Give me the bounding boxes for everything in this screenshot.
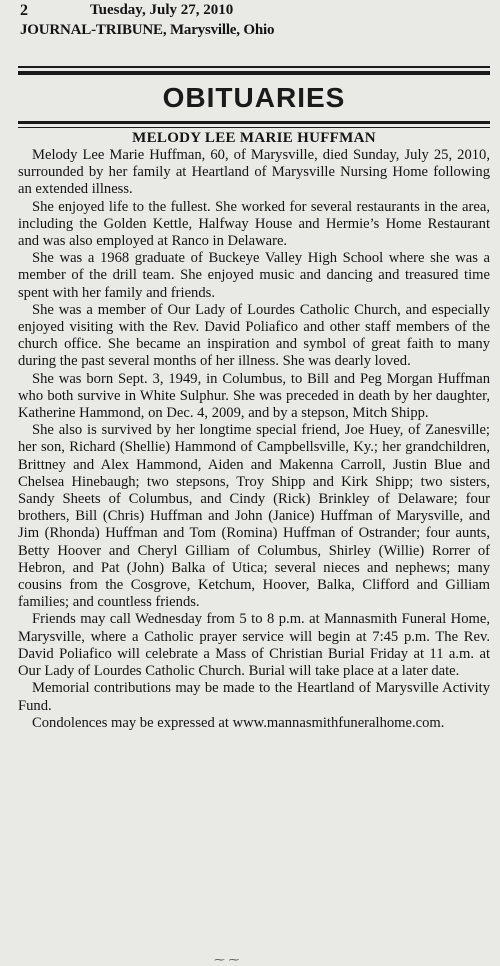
paragraph-birth: She was born Sept. 3, 1949, in Columbus, to Bill and Peg Morgan Huffman who both survive in White Sulphur. She was preceded in death by her daughter, Katherine Hammond, on Dec. 4, 2009, and by a stepson, Mitch Shipp. [18, 370, 490, 422]
paragraph-condolences: Condolences may be expressed at www.mannasmithfuneralhome.com. [32, 714, 445, 731]
section-header [18, 66, 490, 132]
paragraph-memorial: Memorial contributions may be made to the Heartland of Marysville Activity Fund. [18, 680, 490, 714]
bottom-rule [18, 121, 490, 124]
paragraph-work: She enjoyed life to the fullest. She worked for several restaurants in the area, including the Golden Kettle, Halfway House and Hermie’s Home Restaurant and was also employed at Ranco in Delaware. [18, 198, 490, 250]
section-title: OBITUARIES [162, 82, 346, 113]
paragraph-death-notice: Melody Lee Marie Huffman, 60, of Marysville, died Sunday, July 25, 2010, surrounded by her family at Heartland of Marysville Nursing Home following an extended illness. [18, 147, 490, 198]
bottom-rule-thin [18, 127, 490, 128]
top-rule [18, 66, 490, 68]
issue-date: Tuesday, July 27, 2010 [90, 2, 234, 18]
obituary-name: MELODY LEE MARIE HUFFMAN [132, 130, 376, 146]
paragraph-church: She was a member of Our Lady of Lourdes Catholic Church, and especially enjoyed visiting with the Rev. David Poliafico and other staff members of the church office. She became an inspiration and symbol of great faith to many during the past several months of her illness. She was dearly loved. [18, 301, 490, 370]
page-number: 2 [20, 2, 28, 19]
obituary-body [18, 147, 490, 732]
paragraph-survivors: She also is survived by her longtime special friend, Joe Huey, of Zanesville; her son, Richard (Shellie) Hammond of Campbellsville, Ky.; her grandchildren, Brittney and Alex Hammond, Aiden and Makenna Carroll, Justin Blue and Chelsea Hinebaugh; two stepsons, Troy Shipp and Kirk Shipp; two sisters, Sandy Sheets of Columbus, and Cindy (Rick) Brinkley of Delaware; four brothers, Bill (Chris) Huffman and John (Janice) Huffman of Marysville, and Jim (Rhonda) Huffman and Tom (Romina) Huffman of Ostrander; four aunts, Betty Hoover and Cheryl Gilliam of Columbus, Shirley (Willie) Rorrer of Hebron, and Pat (John) Balka of Utica; several nieces and nephews; many cousins from the Cosgrove, Ketchum, Hoover, Balka, Clifford and Gilliam families; and countless friends. [18, 422, 490, 611]
masthead [18, 0, 490, 44]
paragraph-services: Friends may call Wednesday from 5 to 8 p.m. at Mannasmith Funeral Home, Marysville, where a Catholic prayer service will begin at 7:45 p.m. The Rev. David Poliafico will celebrate a Mass of Christian Burial Friday at 11 a.m. at Our Lady of Lourdes Catholic Church. Burial will take place at a later date. [18, 611, 490, 680]
top-rule-thick [18, 71, 490, 75]
paragraph-education: She was a 1968 graduate of Buckeye Valley High School where she was a member of the drill team. She enjoyed music and dancing and treasured time spent with her family and friends. [18, 250, 490, 301]
scribble-mark: ⁓ ⁓ [214, 953, 240, 966]
paper-name: JOURNAL-TRIBUNE, Marysville, Ohio [20, 22, 275, 38]
